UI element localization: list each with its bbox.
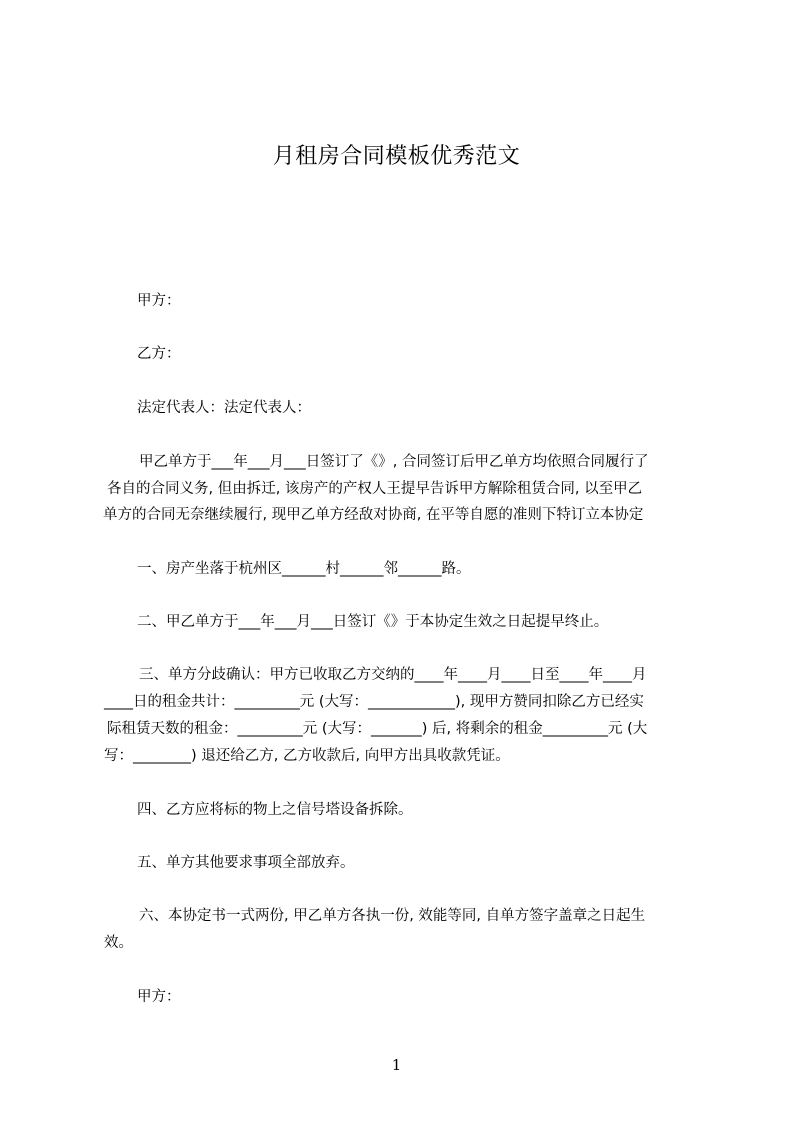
clause-2: 二、甲乙单方于___年___月___日签订《》于本协定生效之日起提早终止。 [137,614,609,630]
legal-representatives-line: 法定代表人：法定代表人： [137,400,311,416]
clause-4: 四、乙方应将标的物上之信号塔设备拆除。 [137,802,413,818]
clause-3-line-1: 三、单方分歧确认：甲方已收取乙方交纳的____年____月____日至____年____月 [139,667,647,683]
clause-5: 五、单方其他要求事项全部放弃。 [137,855,355,871]
party-a-signature-label: 甲方： [137,989,181,1005]
clause-3-line-3: 际租赁天数的租金：_________元 (大写：_______) 后, 将剩余的租金_________元 (大 [107,721,648,737]
clause-3-line-4: 写：________) 退还给乙方, 乙方收款后, 向甲方出具收款凭证。 [104,748,510,764]
intro-line-3: 单方的合同无奈继续履行, 现甲乙单方经敌对协商, 在平等自愿的准则下特订立本协定 [103,507,644,523]
party-a-label: 甲方： [137,293,181,309]
clause-3-line-2: ____日的租金共计：_________元 (大写：____________), 现甲方赞同扣除乙方已经实 [104,694,644,710]
intro-line-1: 甲乙单方于___年___月___日签订了《》, 合同签订后甲乙单方均依照合同履行了 [139,454,649,470]
party-b-label: 乙方： [137,346,181,362]
clause-6-line-1: 六、本协定书一式两份, 甲乙单方各执一份, 效能等同, 自单方签字盖章之日起生 [139,908,646,924]
clause-1: 一、房产坐落于杭州区______村______邻______路。 [137,561,471,577]
intro-line-2: 各自的合同义务, 但由拆迁, 该房产的产权人王提早告诉甲方解除租赁合同, 以至甲乙 [107,481,643,497]
page-number: 1 [391,1056,402,1074]
document-title: 月租房合同模板优秀范文 [272,144,521,169]
clause-6-line-2: 效。 [104,935,133,951]
